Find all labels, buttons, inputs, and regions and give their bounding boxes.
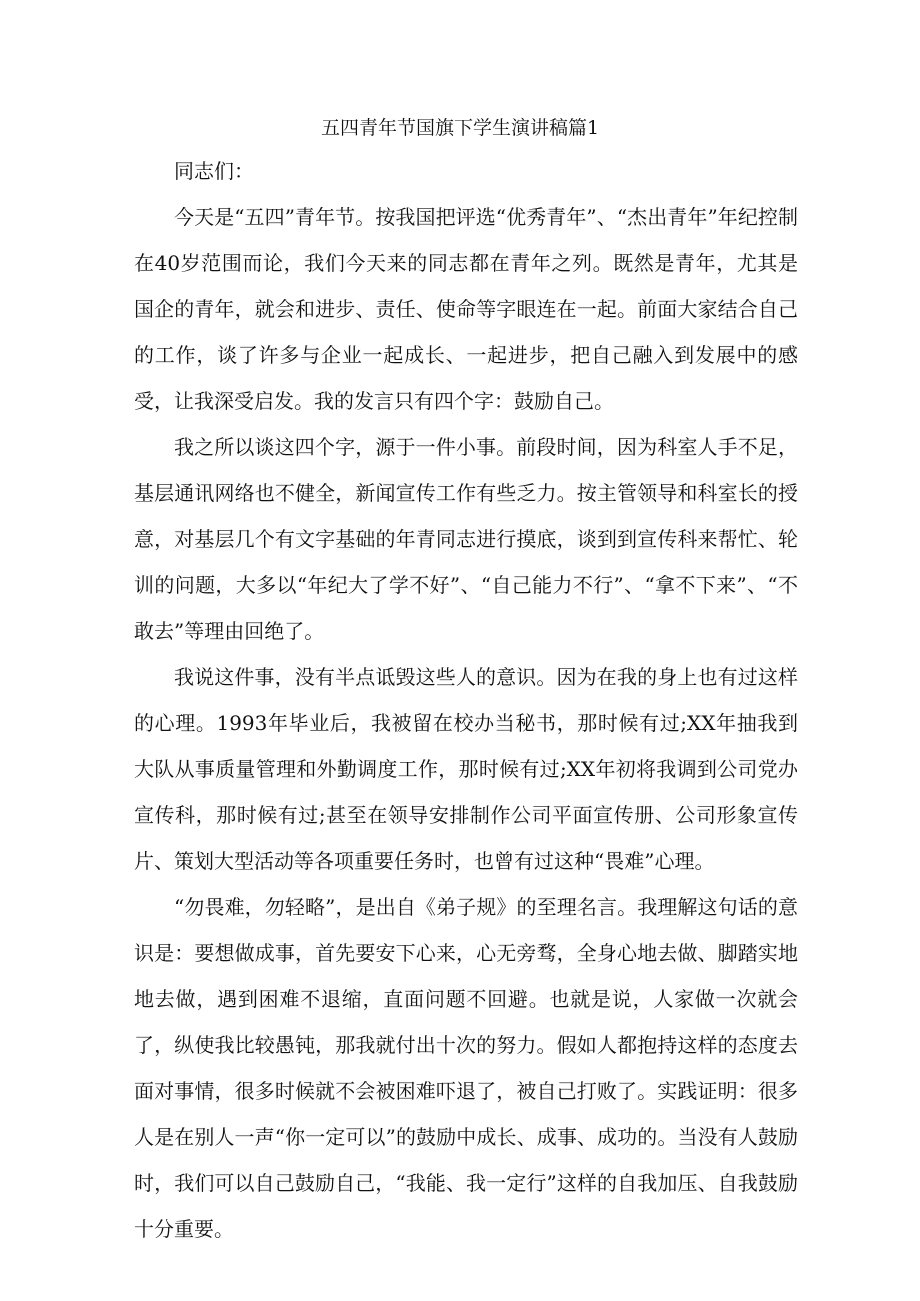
paragraph-1: 今天是“五四”青年节。按我国把评选“优秀青年”、“杰出青年”年纪控制在40岁范围而论，我们今天来的同志都在青年之列。既然是青年，尤其是国企的青年，就会和进步、责任、使命等字眼连在一起。前面大家结合自己的工作，谈了许多与企业一起成长、一起进步，把自己融入到发展中的感受，让我深受启发。我的发言只有四个字：鼓励自己。 xyxy=(134,205,798,413)
greeting: 同志们： xyxy=(174,159,254,183)
paragraph-3: 我说这件事，没有半点诋毁这些人的意识。因为在我的身上也有过这样的心理。1993年毕业后，我被留在校办当秘书，那时候有过;XX年抽我到大队从事质量管理和外勤调度工作，那时候有过;XX年初将我调到公司党办宣传科，那时候有过;甚至在领导安排制作公司平面宣传册、公司形象宣传片、策划大型活动等各项重要任务时，也曾有过这种“畏难”心理。 xyxy=(134,665,798,873)
paragraph-2: 我之所以谈这四个字，源于一件小事。前段时间，因为科室人手不足，基层通讯网络也不健全，新闻宣传工作有些乏力。按主管领导和科室长的授意，对基层几个有文字基础的年青同志进行摸底，谈到到宣传科来帮忙、轮训的问题，大多以“年纪大了学不好”、“自己能力不行”、“拿不下来”、“不敢去”等理由回绝了。 xyxy=(134,435,798,643)
document-title: 五四青年节国旗下学生演讲稿篇1 xyxy=(320,117,600,139)
document-body xyxy=(134,148,798,1252)
paragraph-4: “勿畏难，勿轻略”，是出自《弟子规》的至理名言。我理解这句话的意识是：要想做成事，首先要安下心来，心无旁骛，全身心地去做、脚踏实地地去做，遇到困难不退缩，直面问题不回避。也就是说，人家做一次就会了，纵使我比较愚钝，那我就付出十次的努力。假如人都抱持这样的态度去面对事情，很多时候就不会被困难吓退了，被自己打败了。实践证明：很多人是在别人一声“你一定可以”的鼓励中成长、成事、成功的。当没有人鼓励时，我们可以自己鼓励自己，“我能、我一定行”这样的自我加压、自我鼓励十分重要。 xyxy=(134,895,798,1241)
